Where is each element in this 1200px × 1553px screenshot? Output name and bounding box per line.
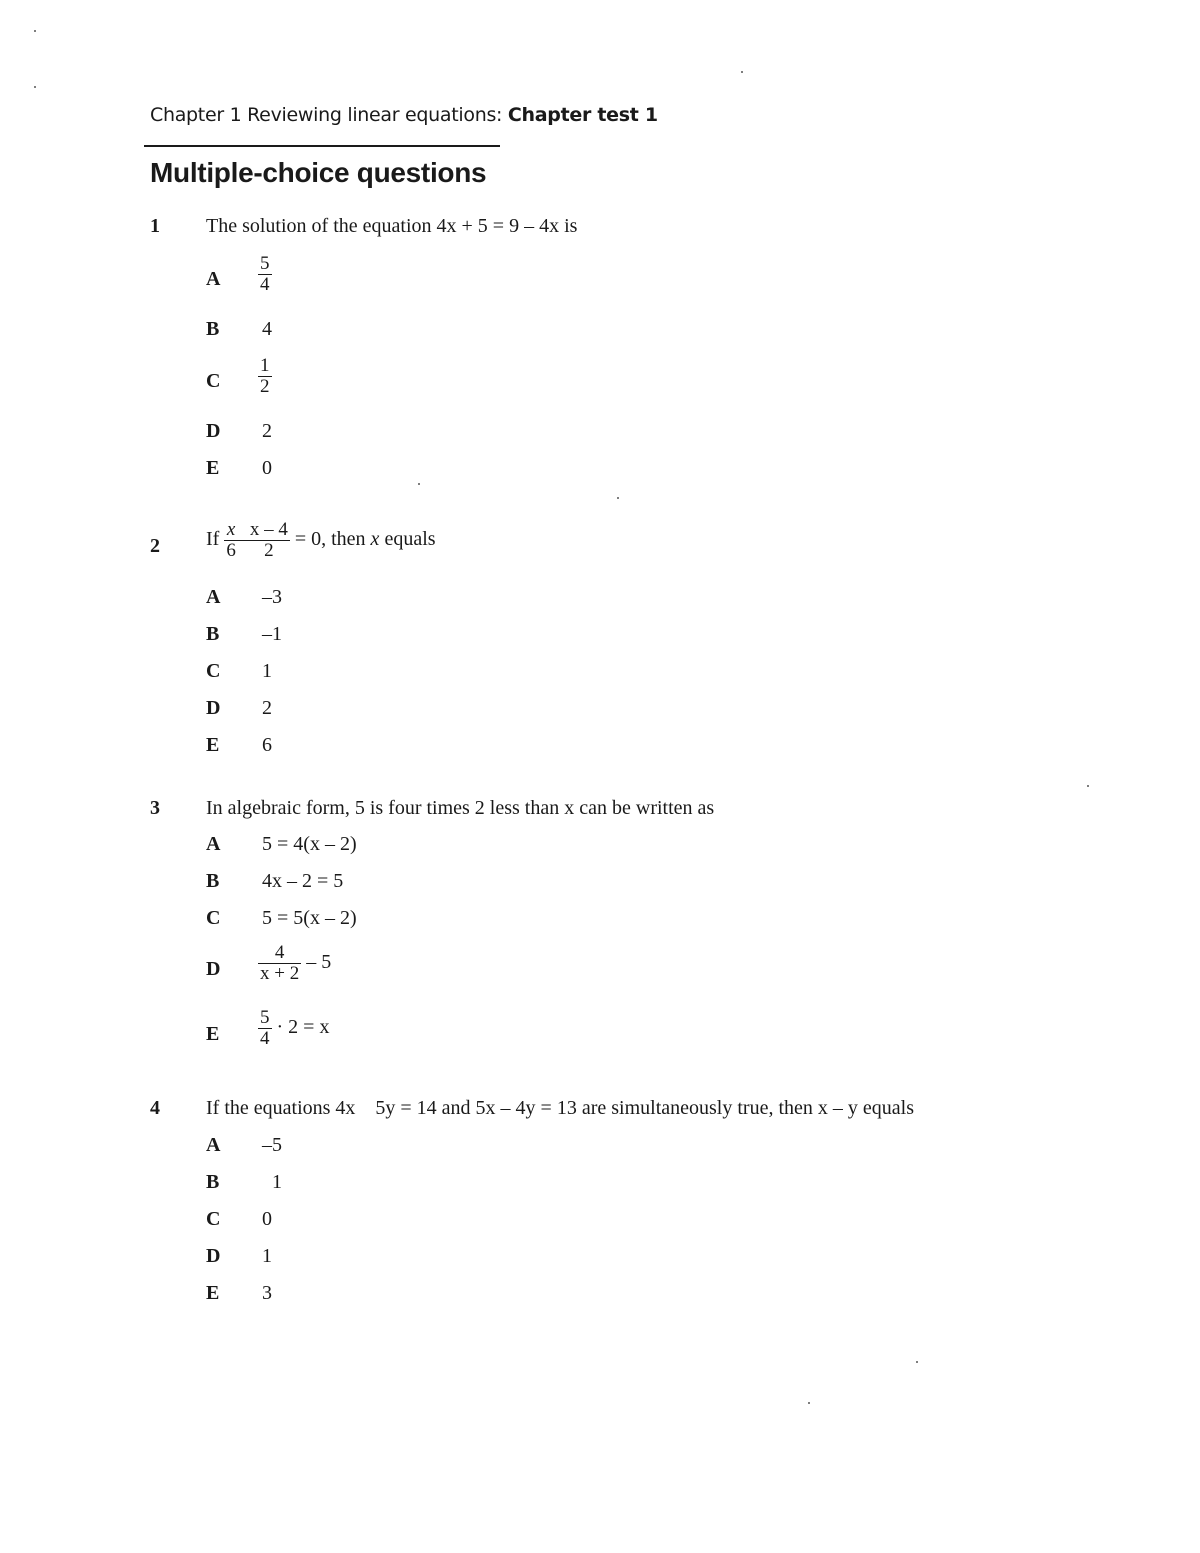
fraction-denominator: x + 2 xyxy=(260,962,300,984)
scan-speck xyxy=(916,1361,918,1363)
option-value: 1 xyxy=(272,1171,282,1193)
option-value: 6 xyxy=(262,734,272,756)
option-letter: B xyxy=(206,870,220,892)
scan-speck xyxy=(34,86,36,88)
fraction-numerator: x – 4 xyxy=(249,519,288,540)
option-letter: D xyxy=(206,420,221,442)
scan-speck xyxy=(808,1402,810,1404)
scan-speck xyxy=(1087,785,1089,787)
option-value: 0 xyxy=(262,1208,272,1230)
option-value: 1 xyxy=(262,1245,272,1267)
option-letter: E xyxy=(206,1282,220,1304)
option-letter: B xyxy=(206,318,220,340)
fraction-numerator: 5 xyxy=(260,253,270,274)
fraction-denominator: 2 xyxy=(264,539,274,561)
option-value: 1 xyxy=(262,660,272,682)
fraction-denominator: 6 xyxy=(226,539,236,561)
question-suffix: = 0, then xyxy=(294,528,366,551)
header-prefix: Chapter 1 Reviewing linear equations: xyxy=(150,104,508,126)
option-value: 2 xyxy=(262,697,272,719)
option-value xyxy=(258,1008,329,1049)
option-value xyxy=(258,254,272,295)
option-letter: D xyxy=(206,1245,221,1267)
option-value: –3 xyxy=(262,586,282,608)
fraction-numerator: 5 xyxy=(260,1007,270,1028)
option-value: 3 xyxy=(262,1282,272,1304)
question-text xyxy=(206,520,436,561)
option-letter: A xyxy=(206,268,221,290)
option-value: 4x – 2 = 5 xyxy=(262,870,344,892)
option-tail: – 5 xyxy=(306,951,332,974)
option-value: 5 = 5(x – 2) xyxy=(262,907,357,929)
option-value xyxy=(258,943,331,984)
scan-speck xyxy=(418,483,420,485)
option-value xyxy=(258,356,272,397)
question-number: 1 xyxy=(150,215,160,237)
question-number: 4 xyxy=(150,1097,160,1119)
minus-sign: – xyxy=(237,528,248,551)
question-text: In algebraic form, 5 is four times 2 less than x can be written as xyxy=(206,797,715,819)
question-number: 2 xyxy=(150,535,160,557)
option-letter: C xyxy=(206,370,221,392)
option-value: –1 xyxy=(262,623,282,645)
fraction xyxy=(224,520,238,561)
option-letter: D xyxy=(206,697,221,719)
option-letter: D xyxy=(206,958,221,980)
option-letter: A xyxy=(206,833,221,855)
option-letter: C xyxy=(206,660,221,682)
option-value: 4 xyxy=(262,318,272,340)
fraction xyxy=(248,520,290,561)
fraction xyxy=(258,943,301,984)
fraction-denominator: 4 xyxy=(260,273,270,295)
fraction xyxy=(258,254,272,295)
header-rule xyxy=(144,145,500,147)
variable: x xyxy=(370,528,380,551)
scan-speck xyxy=(34,30,36,32)
page-header xyxy=(150,104,658,126)
fraction-numerator: 1 xyxy=(260,355,270,376)
fraction-denominator: 2 xyxy=(260,375,270,397)
question-tail: equals xyxy=(384,528,436,551)
option-letter: B xyxy=(206,623,220,645)
fraction xyxy=(258,1008,272,1049)
question-number: 3 xyxy=(150,797,160,819)
fraction-numerator: 4 xyxy=(258,943,301,964)
option-value: –5 xyxy=(262,1134,282,1156)
question-text: If the equations 4x 5y = 14 and 5x – 4y = 13 are simultaneously true, then x – y equals xyxy=(206,1097,914,1119)
option-letter: B xyxy=(206,1171,220,1193)
fraction xyxy=(258,356,272,397)
option-letter: C xyxy=(206,1208,221,1230)
option-letter: A xyxy=(206,1134,221,1156)
fraction-numerator: x xyxy=(224,520,238,541)
option-letter: E xyxy=(206,1023,220,1045)
question-prefix: If xyxy=(206,528,220,551)
scan-speck xyxy=(617,497,619,499)
option-tail: · 2 = x xyxy=(276,1016,330,1039)
scan-speck xyxy=(741,71,743,73)
option-letter: E xyxy=(206,734,220,756)
option-value: 5 = 4(x – 2) xyxy=(262,833,357,855)
section-title: Multiple-choice questions xyxy=(150,157,487,188)
header-bold: Chapter test 1 xyxy=(507,104,658,126)
option-value: 0 xyxy=(262,457,272,479)
option-letter: A xyxy=(206,586,221,608)
option-letter: C xyxy=(206,907,221,929)
question-text: The solution of the equation 4x + 5 = 9 – 4x is xyxy=(206,215,578,237)
option-letter: E xyxy=(206,457,220,479)
fraction-denominator: 4 xyxy=(260,1027,270,1049)
option-value: 2 xyxy=(262,420,272,442)
